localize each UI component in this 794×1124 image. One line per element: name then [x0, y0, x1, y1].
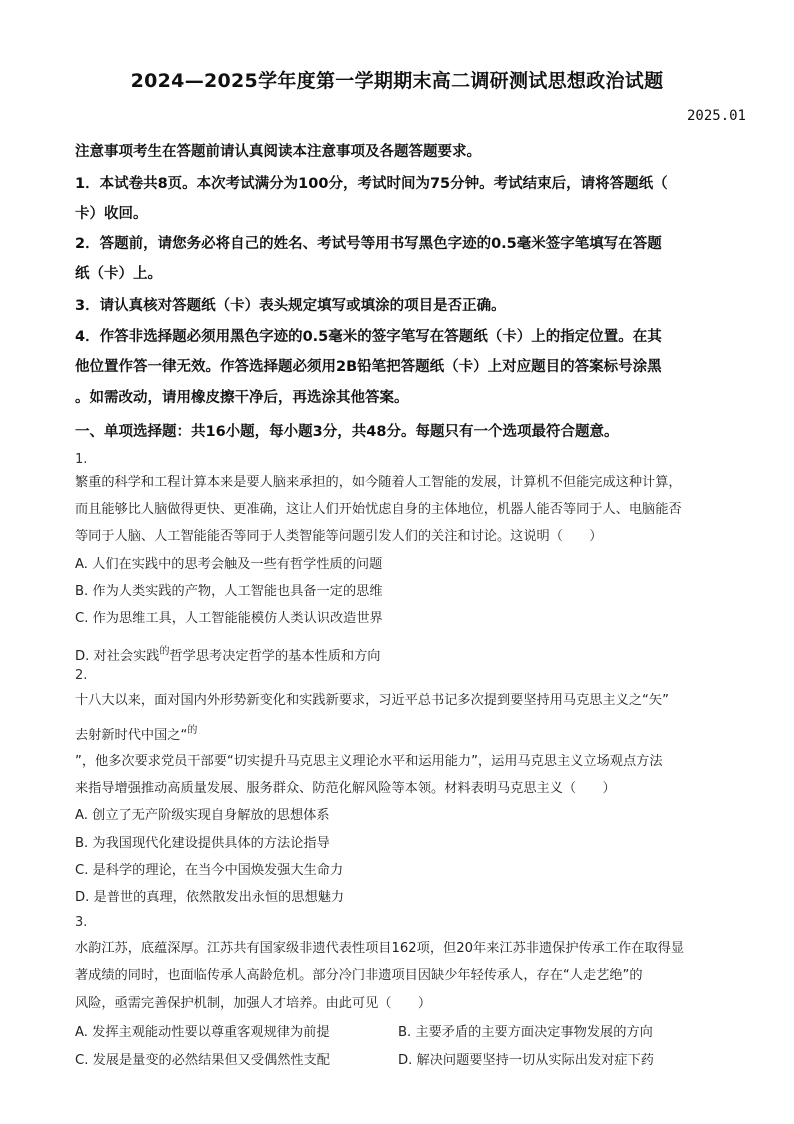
notice-line: 3．请认真核对答题纸（卡）表头规定填写或填涂的项目是否正确。 [75, 298, 506, 314]
option-c: C. 发展是量变的必然结果但又受偶然性支配 [75, 1053, 330, 1068]
superscript-char: 的 [159, 646, 170, 657]
section-heading: 一、单项选择题：共16小题，每小题3分，共48分。每题只有一个选项最符合题意。 [75, 424, 619, 440]
question-number: 3. [75, 915, 88, 930]
superscript-char: 的 [187, 725, 198, 736]
question-text: 而且能够比人脑做得更快、更准确，这让人们开始忧虑自身的主体地位，机器人能否等同于人、电脑能否 [75, 502, 682, 517]
question-text: 等同于人脑、人工智能能否等同于人类智能等问题引发人们的关注和讨论。这说明（ ） [75, 529, 603, 544]
option-a: A. 创立了无产阶级实现自身解放的思想体系 [75, 808, 330, 823]
notice-line: 1．本试卷共8页。本次考试满分为100分，考试时间为75分钟。考试结束后，请将答题纸（ [75, 176, 668, 192]
question-text-part: 去射新时代中国之“ [75, 728, 188, 743]
option-d-text: 哲学思考决定哲学的基本性质和方向 [169, 649, 381, 664]
question-text: ”，他多次要求党员干部要“切实提升马克思主义理论水平和运用能力”，运用马克思主义立场观点方法 [75, 754, 663, 769]
option-c: C. 作为思维工具，人工智能能模仿人类认识改造世界 [75, 611, 383, 626]
question-text: 来指导增强推动高质量发展、服务群众、防范化解风险等本领。材料表明马克思主义（ ） [75, 781, 616, 796]
option-d: D. 是普世的真理，依然散发出永恒的思想魅力 [75, 890, 345, 905]
notice-line: 他位置作答一律无效。作答选择题必须用2B铅笔把答题纸（卡）上对应题目的答案标号涂黑 [75, 359, 662, 375]
option-a: A. 发挥主观能动性要以尊重客观规律为前提 [75, 1025, 330, 1040]
option-c: C. 是科学的理论，在当今中国焕发强大生命力 [75, 863, 344, 878]
question-text: 风险，亟需完善保护机制，加强人才培养。由此可见（ ） [75, 996, 432, 1011]
exam-date: 2025.01 [686, 108, 746, 124]
question-number: 1. [75, 452, 88, 467]
notice-line: 。如需改动，请用橡皮擦干净后，再选涂其他答案。 [75, 390, 409, 406]
notice-line: 4．作答非选择题必须用黑色字迹的0.5毫米的签字笔写在答题纸（卡）上的指定位置。在其 [75, 329, 662, 345]
question-text: 水韵江苏，底蕴深厚。江苏共有国家级非遗代表性项目162项，但20年来江苏非遗保护传承工作在取得显 [75, 941, 685, 956]
exam-title: 2024—2025学年度第一学期期末高二调研测试思想政治试题 [130, 70, 664, 92]
option-b: B. 作为人类实践的产物，人工智能也具备一定的思维 [75, 584, 383, 599]
notice-line: 纸（卡）上。 [75, 266, 162, 282]
question-text: 十八大以来，面对国内外形势新变化和实践新要求，习近平总书记多次提到要坚持用马克思主义之“矢” [75, 693, 669, 708]
option-b: B. 主要矛盾的主要方面决定事物发展的方向 [398, 1025, 653, 1040]
notice-line: 2．答题前，请您务必将自己的姓名、考试号等用书写黑色字迹的0.5毫米签字笔填写在答题 [75, 236, 662, 252]
question-text: 著成绩的同时，也面临传承人高龄危机。部分冷门非遗项目因缺少年轻传承人，存在“人走艺绝”的 [75, 968, 643, 983]
option-b: B. 为我国现代化建设提供具体的方法论指导 [75, 836, 330, 851]
option-d: D. 解决问题要坚持一切从实际出发对症下药 [398, 1053, 654, 1068]
question-number: 2. [75, 668, 88, 683]
question-text: 繁重的科学和工程计算本来是要人脑来承担的，如今随着人工智能的发展，计算机不但能完成这种计算， [75, 475, 682, 490]
option-a: A. 人们在实践中的思考会触及一些有哲学性质的问题 [75, 557, 383, 572]
question-text [75, 721, 720, 746]
notice-heading: 注意事项考生在答题前请认真阅读本注意事项及各题答题要求。 [75, 144, 481, 160]
option-d [75, 642, 720, 667]
notice-line: 卡）收回。 [75, 206, 148, 222]
option-d-text: D. 对社会实践 [75, 649, 160, 664]
